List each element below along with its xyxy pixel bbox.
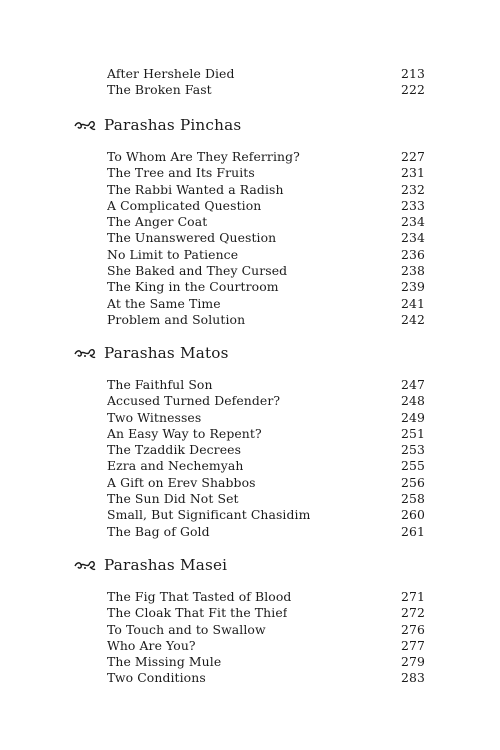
toc-entry[interactable]	[107, 165, 425, 181]
toc-entry-page: 283	[401, 670, 425, 686]
toc-entry[interactable]	[107, 442, 425, 458]
toc-entry-title: After Hershele Died	[107, 66, 235, 81]
toc-entry[interactable]	[107, 622, 425, 638]
toc-entry-title: The Faithful Son	[107, 377, 213, 392]
toc-entry-page: 231	[401, 165, 425, 181]
toc-entry[interactable]	[107, 589, 425, 605]
toc-entry-title: Ezra and Nechemyah	[107, 458, 244, 474]
toc-entry[interactable]	[107, 230, 425, 246]
section-title: Parashas Pinchas	[104, 116, 242, 134]
toc-continued-list	[107, 66, 425, 99]
toc-entry-page: 238	[401, 263, 425, 279]
toc-entry-title: A Gift on Erev Shabbos	[107, 474, 256, 490]
toc-entry-page: 277	[401, 637, 425, 653]
toc-entry-page: 256	[401, 474, 425, 490]
toc-entry[interactable]	[107, 377, 425, 393]
toc-entry-title: The Anger Coat	[107, 214, 208, 230]
section-title: Parashas Masei	[104, 556, 228, 574]
toc-entry-page: 232	[401, 181, 425, 197]
toc-entry-title: The Tzaddik Decrees	[107, 442, 242, 458]
toc-entry-page: 258	[401, 491, 425, 507]
toc-entry-title: The Cloak That Fit the Thief	[107, 605, 288, 621]
toc-entry-page: 236	[401, 246, 425, 262]
toc-entry[interactable]	[107, 296, 425, 312]
fleuron-icon	[74, 347, 96, 359]
toc-entry-page: 234	[401, 214, 425, 230]
toc-entry-page: 213	[401, 66, 425, 81]
toc-entry-page: 255	[401, 458, 425, 474]
toc-entry-title: The Tree and Its Fruits	[107, 165, 255, 181]
toc-entry-page: 271	[401, 589, 425, 604]
fleuron-icon	[74, 119, 96, 131]
toc-entry-page: 279	[401, 654, 425, 670]
toc-entry[interactable]	[107, 426, 425, 442]
toc-entry[interactable]	[107, 214, 425, 230]
section-heading-pinchas[interactable]	[74, 115, 241, 135]
toc-entry-page: 242	[401, 311, 425, 327]
toc-entry-title: The Rabbi Wanted a Radish	[107, 181, 284, 197]
toc-entry-page: 227	[401, 149, 425, 164]
toc-entry[interactable]	[107, 182, 425, 198]
toc-entry[interactable]	[107, 458, 425, 474]
toc-entry-page: 276	[401, 621, 425, 637]
toc-entry-title: A Complicated Question	[107, 197, 262, 213]
toc-entry[interactable]	[107, 263, 425, 279]
toc-entry[interactable]	[107, 247, 425, 263]
toc-entry-title: The Broken Fast	[107, 82, 212, 98]
toc-entry-page: 234	[401, 230, 425, 246]
toc-entry-page: 260	[401, 507, 425, 523]
toc-entry[interactable]	[107, 393, 425, 409]
toc-entry-title: The King in the Courtroom	[107, 279, 279, 295]
toc-entry[interactable]	[107, 491, 425, 507]
toc-entry[interactable]	[107, 507, 425, 523]
toc-entry[interactable]	[107, 279, 425, 295]
toc-entry-title: Who Are You?	[107, 637, 196, 653]
toc-entry[interactable]	[107, 638, 425, 654]
toc-masei-list	[107, 589, 425, 687]
toc-entry[interactable]	[107, 475, 425, 491]
toc-entry-title: Problem and Solution	[107, 311, 246, 327]
toc-entry-title: No Limit to Patience	[107, 246, 239, 262]
toc-entry-page: 248	[401, 393, 425, 409]
toc-entry[interactable]	[107, 654, 425, 670]
toc-entry-page: 222	[401, 82, 425, 98]
toc-entry[interactable]	[107, 312, 425, 328]
toc-entry[interactable]	[107, 198, 425, 214]
toc-entry-title: To Touch and to Swallow	[107, 621, 266, 637]
section-heading-matos[interactable]	[74, 343, 229, 363]
section-heading-masei[interactable]	[74, 555, 227, 575]
toc-matos-list	[107, 377, 425, 540]
toc-entry[interactable]	[107, 524, 425, 540]
toc-entry-title: An Easy Way to Repent?	[107, 425, 262, 441]
toc-entry-page: 251	[401, 425, 425, 441]
toc-entry-page: 272	[401, 605, 425, 621]
toc-entry[interactable]	[107, 66, 425, 82]
toc-entry[interactable]	[107, 149, 425, 165]
toc-entry[interactable]	[107, 82, 425, 98]
toc-entry-page: 239	[401, 279, 425, 295]
toc-entry-page: 261	[401, 523, 425, 539]
toc-entry-page: 253	[401, 442, 425, 458]
toc-entry-page: 249	[401, 409, 425, 425]
toc-entry[interactable]	[107, 410, 425, 426]
toc-entry-title: She Baked and They Cursed	[107, 263, 288, 279]
toc-entry-page: 233	[401, 197, 425, 213]
toc-entry-title: The Fig That Tasted of Blood	[107, 589, 292, 604]
section-title: Parashas Matos	[104, 344, 229, 362]
toc-pinchas-list	[107, 149, 425, 328]
toc-entry-title: To Whom Are They Referring?	[107, 149, 300, 164]
toc-entry-page: 241	[401, 295, 425, 311]
toc-entry-title: Two Conditions	[107, 670, 206, 686]
toc-entry-title: The Unanswered Question	[107, 230, 277, 246]
toc-entry-title: The Sun Did Not Set	[107, 491, 239, 507]
toc-entry-title: At the Same Time	[107, 295, 221, 311]
toc-entry[interactable]	[107, 605, 425, 621]
toc-entry-title: The Bag of Gold	[107, 523, 210, 539]
toc-entry-title: Accused Turned Defender?	[107, 393, 281, 409]
toc-entry-page: 247	[401, 377, 425, 392]
toc-entry[interactable]	[107, 670, 425, 686]
toc-entry-title: Small, But Significant Chasidim	[107, 507, 311, 523]
fleuron-icon	[74, 559, 96, 571]
toc-entry-title: The Missing Mule	[107, 654, 222, 670]
toc-entry-title: Two Witnesses	[107, 409, 202, 425]
